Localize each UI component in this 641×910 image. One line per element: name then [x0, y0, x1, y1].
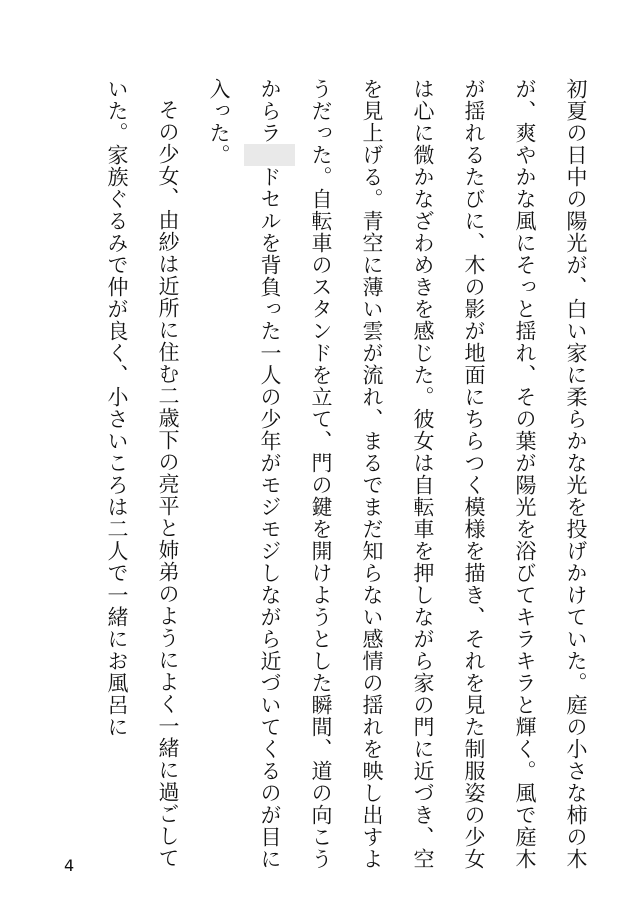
paragraph-1 — [193, 78, 601, 878]
vertical-text-body — [21, 78, 601, 878]
paragraph-1-text-continued: ドセルを背負った一人の少年がモジモジしながら近づいてくるのが目に入った。 — [207, 78, 282, 870]
paragraph-1-text: 初夏の日中の陽光が、白い家に柔らかな光を投げかけていた。庭の小さな柿の木が、爽やかな風にそっと揺れ、その葉が陽光を浴びてキラキラと輝く。風で庭木が揺れるたびに、木の影が地面にちらつく模様を描き、それを見た制服姿の少女は心に微かなざわめきを感じた。彼女は自転車を押しながら家の門に近づき、空を見上げる。青空に薄い雲が流れ、まるでまだ知らない感情の揺れを映し出すようだった。自転車のスタンドを立て、門の鍵を開けようとした瞬間、道の向こうからラ — [258, 78, 588, 870]
page-number: 4 — [64, 856, 75, 875]
paragraph-2-text: その少女、由紗は近所に住む二歳下の亮平と姉弟のようによく一緒に過ごしていた。家族ぐるみで仲が良く、小さいころは二人で一緒にお風呂に — [105, 78, 180, 869]
gray-masked-character — [244, 144, 295, 166]
paragraph-2 — [91, 78, 193, 878]
